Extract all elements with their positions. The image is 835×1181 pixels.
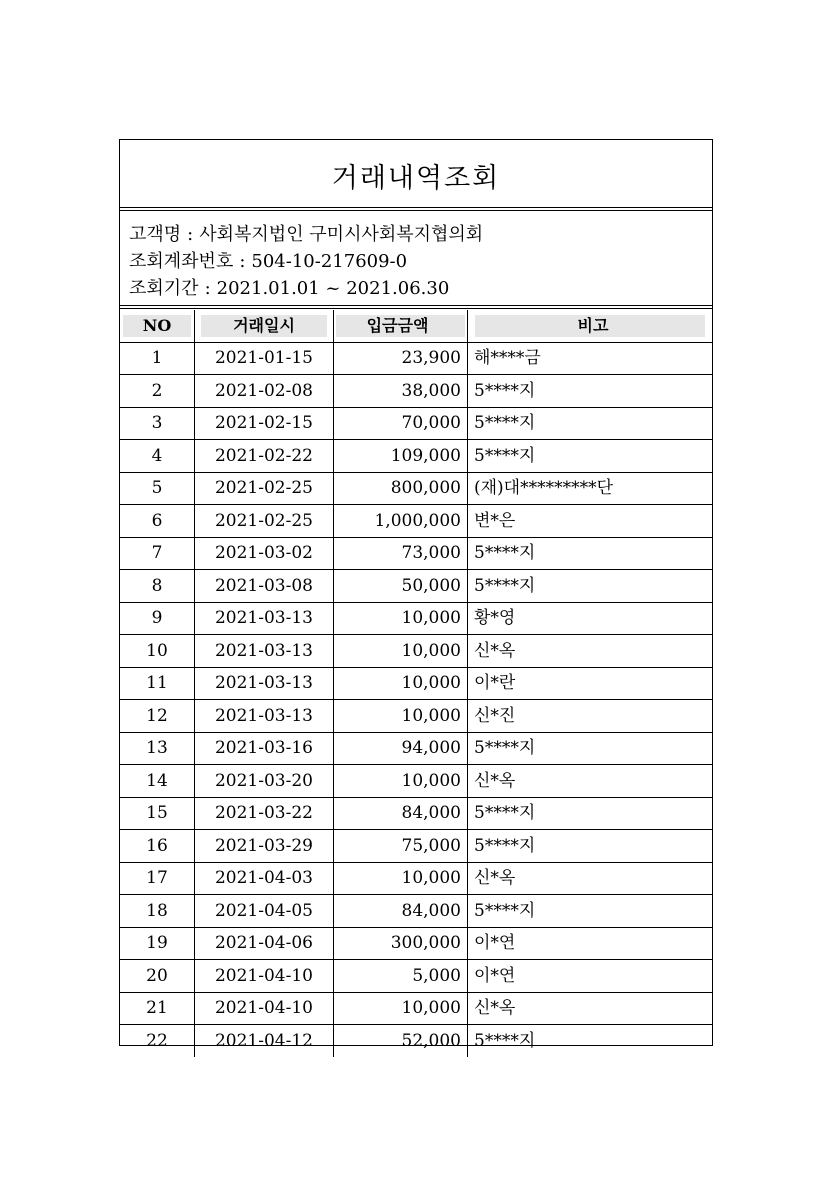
cell-no: 14 [120, 765, 195, 798]
separator: : [187, 224, 194, 245]
cell-date: 2021-02-15 [195, 407, 334, 440]
cell-note: 신*옥 [468, 862, 713, 895]
cell-amount: 5,000 [334, 960, 468, 993]
cell-no: 2 [120, 375, 195, 408]
cell-no: 5 [120, 472, 195, 505]
cell-amount: 109,000 [334, 440, 468, 473]
table-row [120, 570, 712, 603]
table-row [120, 927, 712, 960]
cell-no: 7 [120, 537, 195, 570]
header-no: NO [120, 310, 195, 342]
cell-no: 3 [120, 407, 195, 440]
cell-date: 2021-03-22 [195, 797, 334, 830]
cell-amount: 10,000 [334, 700, 468, 733]
cell-amount: 10,000 [334, 667, 468, 700]
cell-no: 12 [120, 700, 195, 733]
cell-date: 2021-02-25 [195, 505, 334, 538]
table-row [120, 342, 712, 375]
header-date: 거래일시 [195, 310, 334, 342]
cell-amount: 75,000 [334, 830, 468, 863]
header-note: 비고 [468, 310, 713, 342]
cell-date: 2021-04-03 [195, 862, 334, 895]
cell-date: 2021-03-16 [195, 732, 334, 765]
table-header-row [120, 310, 712, 342]
cell-amount: 800,000 [334, 472, 468, 505]
table-row [120, 375, 712, 408]
cell-note: 5****지 [468, 537, 713, 570]
cell-date: 2021-04-10 [195, 960, 334, 993]
cell-date: 2021-02-25 [195, 472, 334, 505]
table-row [120, 765, 712, 798]
cell-amount: 10,000 [334, 635, 468, 668]
cell-date: 2021-03-13 [195, 700, 334, 733]
cell-date: 2021-03-08 [195, 570, 334, 603]
cell-date: 2021-03-29 [195, 830, 334, 863]
cell-note: (재)대*********단 [468, 472, 713, 505]
table-row [120, 960, 712, 993]
table-row [120, 830, 712, 863]
cell-amount: 84,000 [334, 797, 468, 830]
cell-no: 10 [120, 635, 195, 668]
cell-amount: 300,000 [334, 927, 468, 960]
cell-no: 11 [120, 667, 195, 700]
document-title: 거래내역조회 [331, 163, 501, 194]
cell-date: 2021-03-20 [195, 765, 334, 798]
cell-amount: 23,900 [334, 342, 468, 375]
cell-no: 17 [120, 862, 195, 895]
transaction-table [120, 310, 712, 1057]
cell-no: 16 [120, 830, 195, 863]
cell-amount: 10,000 [334, 862, 468, 895]
cell-no: 8 [120, 570, 195, 603]
table-row [120, 700, 712, 733]
cell-note: 신*옥 [468, 992, 713, 1025]
table-row [120, 505, 712, 538]
cell-amount: 52,000 [334, 1025, 468, 1057]
cell-date: 2021-02-08 [195, 375, 334, 408]
period-value: 2021.01.01 ~ 2021.06.30 [216, 278, 450, 299]
cell-date: 2021-03-13 [195, 635, 334, 668]
cell-date: 2021-03-02 [195, 537, 334, 570]
table-row [120, 407, 712, 440]
table-row [120, 797, 712, 830]
cell-date: 2021-04-06 [195, 927, 334, 960]
cell-note: 이*연 [468, 927, 713, 960]
cell-note: 이*란 [468, 667, 713, 700]
customer-label: 고객명 [129, 224, 182, 245]
table-row [120, 667, 712, 700]
table-row [120, 537, 712, 570]
table-row [120, 635, 712, 668]
cell-note: 변*은 [468, 505, 713, 538]
cell-no: 20 [120, 960, 195, 993]
table-body [120, 342, 712, 1057]
cell-note: 5****지 [468, 375, 713, 408]
table-row [120, 440, 712, 473]
cell-date: 2021-04-10 [195, 992, 334, 1025]
cell-no: 4 [120, 440, 195, 473]
table-row [120, 602, 712, 635]
customer-value: 사회복지법인 구미시사회복지협의회 [199, 224, 484, 245]
cell-note: 5****지 [468, 895, 713, 928]
cell-no: 6 [120, 505, 195, 538]
cell-note: 5****지 [468, 830, 713, 863]
cell-no: 22 [120, 1025, 195, 1057]
cell-amount: 1,000,000 [334, 505, 468, 538]
cell-date: 2021-01-15 [195, 342, 334, 375]
cell-note: 해****금 [468, 342, 713, 375]
table-row [120, 732, 712, 765]
cell-note: 황*영 [468, 602, 713, 635]
table-row [120, 862, 712, 895]
cell-date: 2021-04-12 [195, 1025, 334, 1057]
cell-no: 19 [120, 927, 195, 960]
cell-amount: 10,000 [334, 992, 468, 1025]
cell-note: 신*옥 [468, 765, 713, 798]
cell-note: 5****지 [468, 440, 713, 473]
separator: : [239, 251, 246, 272]
cell-amount: 84,000 [334, 895, 468, 928]
table-row [120, 1025, 712, 1057]
cell-no: 13 [120, 732, 195, 765]
cell-date: 2021-03-13 [195, 667, 334, 700]
cell-note: 이*연 [468, 960, 713, 993]
period-label: 조회기간 [129, 278, 199, 299]
cell-date: 2021-02-22 [195, 440, 334, 473]
cell-note: 5****지 [468, 407, 713, 440]
title-box [120, 140, 712, 211]
cell-amount: 94,000 [334, 732, 468, 765]
statement-frame [119, 139, 713, 1051]
account-value: 504-10-217609-0 [251, 251, 408, 272]
separator: : [204, 278, 211, 299]
cell-no: 1 [120, 342, 195, 375]
cell-note: 5****지 [468, 1025, 713, 1057]
table-row [120, 992, 712, 1025]
cell-no: 18 [120, 895, 195, 928]
cell-no: 15 [120, 797, 195, 830]
table-row [120, 895, 712, 928]
cell-amount: 70,000 [334, 407, 468, 440]
cell-note: 5****지 [468, 797, 713, 830]
account-line [129, 247, 407, 273]
cell-amount: 10,000 [334, 765, 468, 798]
account-label: 조회계좌번호 [129, 251, 234, 272]
cell-amount: 50,000 [334, 570, 468, 603]
cell-amount: 38,000 [334, 375, 468, 408]
info-box [120, 210, 712, 309]
cell-no: 21 [120, 992, 195, 1025]
customer-line [129, 220, 483, 246]
table-row [120, 472, 712, 505]
cell-no: 9 [120, 602, 195, 635]
period-line [129, 274, 449, 300]
cell-note: 신*옥 [468, 635, 713, 668]
header-amount: 입금금액 [334, 310, 468, 342]
cell-amount: 10,000 [334, 602, 468, 635]
cell-note: 5****지 [468, 732, 713, 765]
cell-note: 신*진 [468, 700, 713, 733]
cell-date: 2021-04-05 [195, 895, 334, 928]
cell-note: 5****지 [468, 570, 713, 603]
cell-amount: 73,000 [334, 537, 468, 570]
cell-date: 2021-03-13 [195, 602, 334, 635]
